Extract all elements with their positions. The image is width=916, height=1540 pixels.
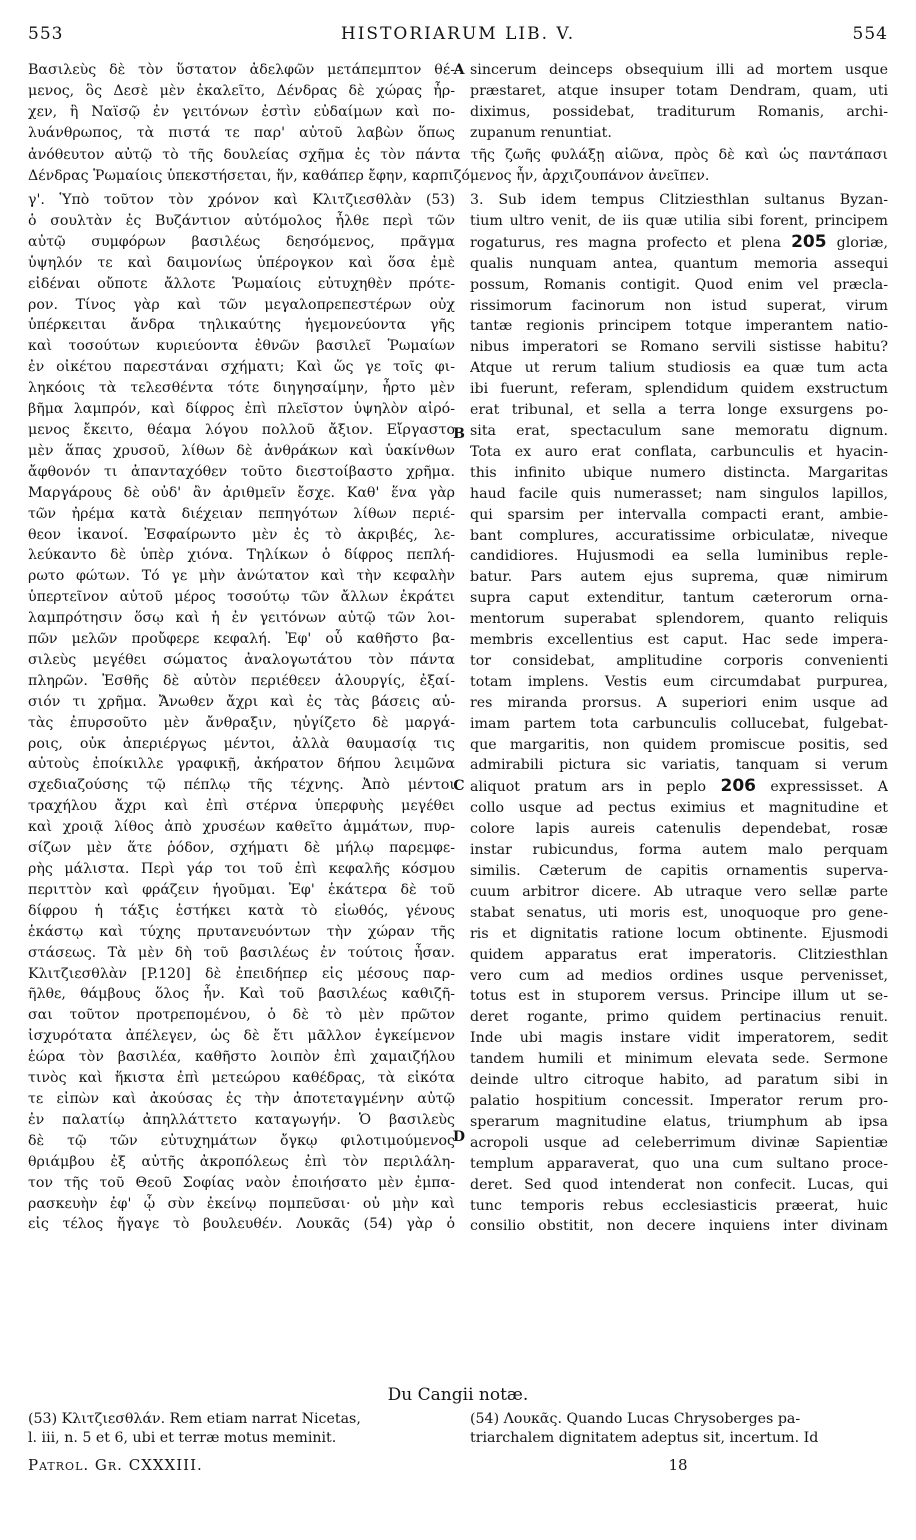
greekMain-line: γ'. Ὑπὸ τοῦτον τὸν χρόνον καὶ Κλιτζιεσθλὰν (53)	[28, 192, 455, 208]
margin-letter-a: A	[453, 62, 465, 78]
column-number: 205	[791, 231, 827, 252]
latinMain-line: palatio hospitium concessit. Imperator rerum pro-	[470, 1092, 888, 1109]
latinTop-line: diximus, possidebat, traditurum Romanis, archi-	[470, 103, 888, 120]
greekMain-line: ὑπερτεῖνον αὐτοῦ μέρος τοσούτῳ τῶν ἄλλων ἐκράτει	[28, 589, 455, 606]
greek-main-column	[28, 190, 455, 1235]
latinMain-line: rissimorum facinorum non istud superat, virum	[470, 297, 888, 314]
latinMain-line: mentorum superabat splendorem, quanto reliquis	[470, 611, 888, 628]
line-text-after: gloriæ,	[836, 234, 888, 251]
greekMain-line: ρον. Τίνος γὰρ καὶ τῶν μεγαλοπρεπεστέρων οὐχ	[28, 296, 455, 313]
notes-heading: Du Cangii notæ.	[387, 1385, 529, 1405]
greekMain-line: ἑκάστῳ καὶ τύχης πρυτανευόντων τὴν χώραν τῆς	[28, 923, 455, 940]
greekMain-line: σαι τοῦτον προτρεπομένου, ὁ δὲ τὸ μὲν πρῶτον	[28, 1007, 455, 1024]
greekTop-line: μενος, ὃς Δεσὲ μὲν ἐκαλεῖτο, Δένδρας δὲ χώρας ἦρ-	[28, 82, 455, 99]
footer-volume: Patrol. Gr. CXXXIII.	[28, 1456, 203, 1474]
greekMain-line: αὐτοὺς ἐποίκιλλε γραφικῇ, ἀκήρατον δήπου λειμῶνα	[28, 756, 455, 773]
greekMain-line: ἄφθονόν τι ἁπανταχόθεν τοῦτο διεστοίβαστο χρῆμα.	[28, 463, 455, 480]
latinMain-line: admirabili pictura sic variatis, tanquam si verum	[470, 757, 888, 774]
greekTop-line: Βασιλεὺς δὲ τὸν ὕστατον ἀδελφῶν μετάπεμπτον θέ-	[28, 62, 455, 78]
latinMain-line: templum apparaverat, quo una cum sultano proce-	[470, 1155, 888, 1172]
greekMain-line: πῶν μελῶν προὔφερε κεφαλή. Ἐφ' οὗ καθῆστο βα-	[28, 631, 455, 648]
latinMain-line: deret. Sed quod intenderat non confecit. Lucas, qui	[470, 1176, 888, 1193]
greekMain-line: πληρῶν. Ἐσθῆς δὲ αὐτὸν περιέθεεν ἁλουργίς, ἐξαί-	[28, 672, 455, 689]
greekMain-line: ἐν οἰκέτου παρεστάναι σχήματι; Καὶ ὥς γε τοῖς φι-	[28, 359, 455, 376]
greekMain-line: ροις, οὐκ ἀπεριέργως μέντοι, ἀλλὰ θαυμασίᾳ τις	[28, 735, 455, 752]
latinMain-line: stabat senatus, uti moris est, unoquoque pro gene-	[470, 904, 888, 921]
note-54-line-2: triarchalem dignitatem adeptus sit, incertum. Id	[470, 1430, 819, 1446]
greekMain-line: ληκόοις τὰ τελεσθέντα τότε διηγησαίμην, ἦρτο μὲν	[28, 380, 455, 397]
latinMain-line: haud facile quis numerasset; nam singulos lapillos,	[470, 485, 888, 502]
latinMain-line: quidem apparatus erat imperatoris. Clitziesthlan	[470, 946, 888, 963]
line-text-after: expressisset. A	[770, 779, 888, 796]
greekMain-line: τον τῆς τοῦ Θεοῦ Σοφίας ναὸν ἐποιήσατο μὲν ἐμπα-	[28, 1174, 455, 1191]
greekMain-line: σίζων μὲν ἅτε ῥόδον, σχήματι δὲ μήλῳ παρεμφε-	[28, 840, 455, 857]
note-53	[28, 1410, 448, 1448]
latinMain-line: Inde ubi magis instare vidit imperatorem, sedit	[470, 1030, 888, 1047]
greekMain-line: τῶν ἠρέμα κατὰ διέχειαν πεπηγότων λίθων περιέ-	[28, 505, 455, 522]
latinMain-line: res miranda prorsus. A superiori enim usque ad	[470, 694, 888, 711]
latinMain-line: deret rogante, primo quidem pertinacius renuit.	[470, 1009, 888, 1026]
greekMain-line: ρασκευὴν ἐφ' ᾧ σὺν ἐκείνῳ πομπεῦσαι· οὐ μὴν καὶ	[28, 1195, 455, 1212]
latinMain-line: candidiores. Hujusmodi ea sella luminibus reple-	[470, 548, 888, 565]
latinMain-line: deinde ultro citroque habito, ad paratum sibi in	[470, 1072, 888, 1089]
greekMain-line: στάσεως. Τὰ μὲν δὴ τοῦ βασιλέως ἐν τούτοις ἦσαν.	[28, 944, 455, 961]
running-header	[28, 24, 888, 50]
latinMain-line: 3. Sub idem tempus Clitziesthlan sultanus Byzan-	[470, 192, 888, 208]
greekMain-line: καὶ τοσούτων κυριεύοντα ἐθνῶν βασιλεῖ Ῥωμαίων	[28, 338, 455, 355]
greekTop-line: λυάνθρωπος, τὰ πιστά τε παρ' αὐτοῦ λαβὼν ὅπως	[28, 124, 455, 141]
note-54-line-1: (54) Λουκᾶς. Quando Lucas Chrysoberges pa-	[470, 1411, 801, 1427]
greekTop-line: χεν, ἣ Ναϊσῷ ἐν γειτόνων ἐστὶν εὐδαίμων καὶ πο-	[28, 103, 455, 120]
greekMain-line: εἰς τέλος ἤγαγε τὸ βουλευθέν. Λουκᾶς (54) γὰρ ὁ	[28, 1216, 455, 1233]
greekMain-line: Κλιτζιεσθλὰν [P.120] δὲ ἐπειδήπερ εἰς μέσους παρ-	[28, 965, 455, 982]
latinMain-line: Tota ex auro erat conflata, carbunculis et hyacin-	[470, 443, 888, 460]
greekMain-line: ῆλθε, θάμβους ὅλος ἦν. Καὶ τοῦ βασιλέως καθιζῆ-	[28, 986, 455, 1003]
margin-letter-d: D	[452, 1129, 466, 1145]
latinMain-line	[470, 776, 888, 798]
latinMain-line: erat tribunal, et sella a terra longe exsurgens po-	[470, 402, 888, 419]
latinMain-line: Atque ut rerum talium studiosis ea quæ tum acta	[470, 360, 888, 377]
latinMain-line	[470, 232, 888, 254]
latinMain-line: nibus imperatori se Romano servili sistisse habitu?	[470, 339, 888, 356]
greekMain-line: σχεδιαζούσης τῷ πέπλῳ τῆς τέχνης. Ἀπὸ μέντοι	[28, 777, 455, 794]
left-page-number: 553	[28, 24, 64, 44]
greekMain-line: θριάμβου ἐξ αὐτῆς ἀκροπόλεως ἐπὶ τὸν περιλάλη-	[28, 1153, 455, 1170]
latinMain-line: consilio obstitit, non decere inquiens inter divinam	[470, 1218, 888, 1235]
greekMain-line: ἰσχυρότατα ἀπέλεγεν, ὡς δὲ ἔτι μᾶλλον ἐγκείμενον	[28, 1028, 455, 1045]
latin-top-block	[470, 60, 888, 144]
running-title: HISTORIARUM LIB. V.	[340, 24, 576, 44]
latinMain-line: ris et dignitatis ratione locum obtinente. Ejusmodi	[470, 925, 888, 942]
greekMain-line: καὶ χροιᾷ λίθος ἀπὸ χρυσέων καθεῖτο ἁμμάτων, πυρ-	[28, 819, 455, 836]
greek-top-block	[28, 60, 455, 144]
latinMain-line: vero cum ad medios ordines usque pervenisset,	[470, 967, 888, 984]
latinMain-line: collo usque ad pectus eximius et magnitudine et	[470, 800, 888, 817]
latinMain-line: this infinito ubique numero distincta. Margaritas	[470, 464, 888, 481]
note-53-line-2: l. iii, n. 5 et 6, ubi et terræ motus meminit.	[28, 1430, 337, 1446]
latinMain-line: qualis nunquam antea, quantum memoria assequi	[470, 255, 888, 272]
latinMain-line: cuum arbitror dicere. Ab utraque vero sellæ parte	[470, 883, 888, 900]
latinTop-line: zupanum renuntiat.	[470, 124, 612, 141]
greekMain-line: ἑώρα τὸν βασιλέα, καθῆστο λοιπὸν ἐπὶ χαμαιζήλου	[28, 1049, 455, 1066]
latinMain-line: qui sparsim per intervalla compacti erant, ambie-	[470, 506, 888, 523]
greekMain-line: αὐτῷ συμφόρων βασιλέως δεησόμενος, πρᾶγμα	[28, 233, 455, 250]
latinTop-line: præstaret, atque insuper totam Dendram, quam, uti	[470, 82, 888, 99]
latinMain-line: supra caput extenditur, tantum cæterorum orna-	[470, 590, 888, 607]
line-text: rogaturus, res magna profecto et plena	[470, 234, 781, 251]
greekMain-line: λαμπρότησιν ὅσῳ καὶ ἡ ἐν γειτόνων αὐτῷ τῶν λοι-	[28, 610, 455, 627]
latinMain-line: tor considebat, amplitudine corporis convenienti	[470, 652, 888, 669]
latinMain-line: colore lapis aureis catenulis dependebat, rosæ	[470, 821, 888, 838]
latinTop-line: sincerum deinceps obsequium illi ad mortem usque	[470, 62, 888, 78]
greekMain-line: ὑψηλόν τε καὶ δαιμονίως ὑπέρογκον καὶ ὅσα ἐμὲ	[28, 254, 455, 271]
greekMain-line: τε εἰπὼν καὶ ἀκούσας ἐς τὴν ἀποτεταγμένην αὐτῷ	[28, 1090, 455, 1107]
greekMain-line: λεύκαντο δὲ ὑπὲρ χιόνα. Τηλίκων ὁ δίφρος πεπλή-	[28, 547, 455, 564]
greekMain-line: σιόν τι χρῆμα. Ἄνωθεν ἄχρι καὶ ἐς τὰς βάσεις αὐ-	[28, 693, 455, 710]
margin-letter-b: B	[453, 426, 465, 442]
note-54	[470, 1410, 888, 1448]
latinMain-line: tunc temporis rebus ecclesiasticis præerat, huic	[470, 1197, 888, 1214]
greekMain-line: τινὸς καὶ ἥκιστα ἐπὶ μετεώρου καθέδρας, τὰ εἰκότα	[28, 1070, 455, 1087]
latinMain-line: que margaritis, non quidem promiscue positis, sed	[470, 736, 888, 753]
latinMain-line: similis. Cæterum de capitis ornamentis superva-	[470, 863, 888, 879]
latinMain-line: tandem humili et minimum elevata sede. Sermone	[470, 1051, 888, 1068]
wide-line-2: Δένδρας Ῥωμαίοις ὑπεκστήσεται, ἥν, καθάπερ ἔφην, καρπιζόμενος ἦν, ἀρχιζουπάνον ἀνεῖπεν.	[28, 168, 710, 184]
latinMain-line: ibi fuerunt, referam, splendidum quidem exstructum	[470, 381, 888, 398]
latinMain-line: acropoli usque ad celeberrimum divinæ Sapientiæ	[470, 1134, 888, 1151]
greekMain-line: τὰς ἐπυρσοῦτο μὲν ἄνθραξιν, ηὐγίζετο δὲ μαργά-	[28, 714, 455, 731]
page-footer	[28, 1456, 888, 1474]
latinMain-line: instar rubicundus, forma autem malo perquam	[470, 842, 888, 859]
greekMain-line: Μαργάρους δὲ οὐδ' ἂν ἀριθμεῖν ἔσχε. Καθ' ἕνα γὰρ	[28, 484, 455, 501]
wide-line-1: ἀνόθευτον αὐτῷ τὸ τῆς δουλείας σχῆμα ἐς τὸν πάντα τῆς ζωῆς φυλάξῃ αἰῶνα, πρὸς δὲ καὶ ὡς παντάπασι	[28, 147, 888, 163]
note-53-line-1: (53) Κλιτζιεσθλάν. Rem etiam narrat Nicetas,	[28, 1411, 361, 1427]
latinMain-line: tantæ regionis principem totque imperantem natio-	[470, 318, 888, 335]
greekMain-line: εἰδέναι οὔποτε ἄλλοτε Ῥωμαίοις εὐτυχηθὲν πρότε-	[28, 275, 455, 292]
right-page-number: 554	[852, 24, 888, 44]
latinMain-line: membris excellentius est caput. Hac sede impera-	[470, 632, 888, 649]
greekMain-line: δίφρου ἡ τάξις ἑστήκει κατὰ τὸ εἰωθός, γένους	[28, 902, 455, 919]
greekMain-line: ὑπέρκειται ἄνδρα τηλικαύτης ἡγεμονεύοντα γῆς	[28, 317, 455, 334]
latinMain-line: totus est in stuporem versus. Principe illum ut se-	[470, 988, 888, 1005]
greekMain-line: βῆμα λαμπρόν, καὶ δίφρος ἐπὶ πλεῖστον ὑψηλὸν αἰρό-	[28, 401, 455, 418]
greekMain-line: δὲ τῷ τῶν εὐτυχημάτων ὄγκῳ φιλοτιμούμενος	[28, 1132, 455, 1149]
latinMain-line: sperarum magnitudine elatus, triumphum ab ipsa	[470, 1113, 888, 1130]
greekMain-line: περιττὸν καὶ φράζειν ἡγοῦμαι. Ἐφ' ἑκάτερα δὲ τοῦ	[28, 881, 455, 898]
latinMain-line: possum, Romanis contigit. Quod enim vel præcla-	[470, 276, 888, 293]
greekMain-line: θεον ἱκανοί. Ἐσφαίρωντο μὲν ἐς τὸ ἀκριβές, λε-	[28, 526, 455, 543]
greekMain-line: μὲν ἅπας χρυσοῦ, λίθων δὲ ἀνθράκων καὶ ὑακίνθων	[28, 442, 455, 459]
greekMain-line: ρὴς μάλιστα. Περὶ γάρ τοι τοῦ ἐπὶ κεφαλῆς κόσμου	[28, 861, 455, 877]
latinMain-line: sita erat, spectaculum sane memoratu dignum.	[470, 422, 888, 439]
latinMain-line: batur. Pars autem ejus suprema, quæ nimirum	[470, 569, 888, 586]
footer-signature: 18	[668, 1456, 688, 1474]
greekMain-line: τραχήλου ἄχρι καὶ ἐπὶ στέρνα ὑπερφυὴς μεγέθει	[28, 798, 455, 815]
latinMain-line: bant complures, accuratissime orbiculatæ, niveque	[470, 527, 888, 544]
greekMain-line: ὁ σουλτὰν ἐς Βυζάντιον αὐτόμολος ἦλθε περὶ τῶν	[28, 212, 455, 229]
margin-letter-c: C	[453, 778, 465, 794]
greekMain-line: ἐν παλατίῳ ἀπηλλάττετο καταγωγήν. Ὁ βασιλεὺς	[28, 1111, 455, 1128]
column-number: 206	[720, 776, 756, 797]
line-text: aliquot pratum ars in peplo	[470, 779, 707, 796]
greekMain-line: ρωτο φώτων. Τό γε μὴν ἀνώτατον καὶ τὴν κεφαλὴν	[28, 568, 455, 585]
greekMain-line: σιλεὺς μεγέθει σώματος ἀναλογωτάτου τὸν πάντα	[28, 651, 455, 668]
latinMain-line: tium ultro venit, de iis quæ utilia sibi forent, principem	[470, 212, 888, 229]
greekMain-line: μενος ἔκειτο, θέαμα λόγου πολλοῦ ἄξιον. Εἴργαστο	[28, 421, 455, 438]
latin-main-column	[470, 190, 888, 1237]
latinMain-line: totam implens. Vestis eum circumdabat purpurea,	[470, 673, 888, 690]
latinMain-line: imam partem tota carbunculis collucebat, fulgebat-	[470, 715, 888, 732]
